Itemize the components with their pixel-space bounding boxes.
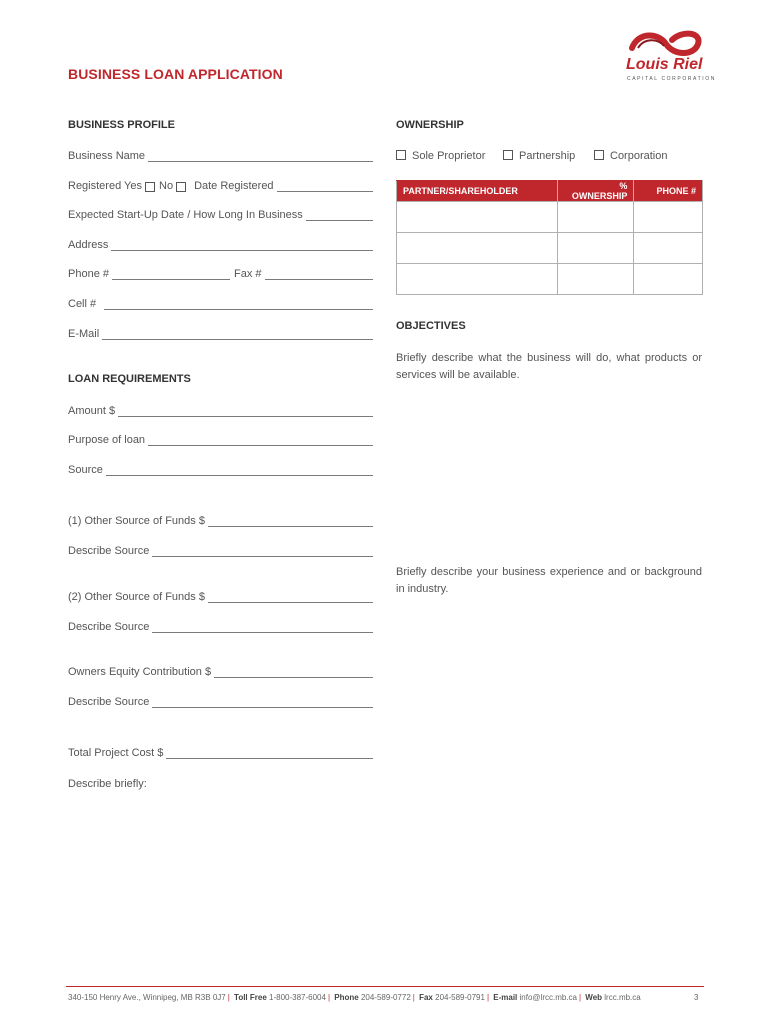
- phone-cell[interactable]: [634, 233, 703, 264]
- footer-fax: 204-589-0791: [435, 993, 485, 1002]
- purpose-field[interactable]: [68, 434, 373, 446]
- fax-label: Fax #: [233, 268, 262, 280]
- footer-phone: 204-589-0772: [360, 993, 411, 1002]
- sole-proprietor-checkbox[interactable]: [396, 150, 406, 160]
- email-label: E-Mail: [68, 328, 100, 340]
- partnership-checkbox[interactable]: [503, 150, 513, 160]
- registered-yes-label: Registered Yes: [68, 180, 142, 192]
- phone-fax-field[interactable]: [68, 268, 373, 280]
- corporation-checkbox[interactable]: [594, 150, 604, 160]
- footer-contact: 340-150 Henry Ave., Winnipeg, MB R3B 0J7 | Toll Free 1-800-387-6004 | Phone 204-589-0772 | Fax 204-589-0791 | E-mail info@lrcc.mb.ca | Web lrcc.mb.ca: [68, 993, 641, 1002]
- total-project-cost-field[interactable]: [68, 747, 373, 759]
- ownership-cell[interactable]: [558, 264, 634, 295]
- footer-web-label: Web: [585, 993, 603, 1002]
- table-row: [397, 233, 703, 264]
- ownership-cell[interactable]: [558, 233, 634, 264]
- purpose-label: Purpose of loan: [68, 434, 146, 446]
- describe-source-3-label: Describe Source: [68, 696, 150, 708]
- business-name-label: Business Name: [68, 150, 146, 162]
- partners-table: [396, 180, 703, 295]
- ownership-option-partnership[interactable]: [503, 150, 575, 162]
- owners-equity-label: Owners Equity Contribution $: [68, 666, 212, 678]
- logo-name: Louis Riel: [626, 56, 703, 73]
- corporation-label: Corporation: [610, 150, 668, 162]
- partner-shareholder-header: PARTNER/SHAREHOLDER: [397, 181, 558, 202]
- ownership-cell[interactable]: [558, 202, 634, 233]
- business-name-field[interactable]: [68, 150, 373, 162]
- partner-cell[interactable]: [397, 233, 558, 264]
- partners-table-header: [397, 181, 703, 202]
- table-row: [397, 264, 703, 295]
- percent-ownership-header: % OWNERSHIP: [558, 181, 634, 202]
- objectives-prompt-experience: Briefly describe your business experience and or background in industry.: [396, 566, 702, 595]
- page-number: 3: [694, 993, 699, 1002]
- louis-riel-logo: [624, 28, 716, 86]
- phone-header: PHONE #: [634, 181, 703, 202]
- phone-cell[interactable]: [634, 202, 703, 233]
- address-label: Address: [68, 239, 109, 251]
- footer-phone-label: Phone: [334, 993, 359, 1002]
- other-source-1-label: (1) Other Source of Funds $: [68, 515, 205, 527]
- expected-start-label: Expected Start-Up Date / How Long In Business: [68, 209, 303, 221]
- footer-toll-free: 1-800-387-6004: [269, 993, 326, 1002]
- amount-label: Amount $: [68, 405, 116, 417]
- sole-proprietor-label: Sole Proprietor: [412, 150, 486, 162]
- ownership-heading: OWNERSHIP: [396, 119, 464, 131]
- cell-label: Cell #: [68, 298, 97, 310]
- footer-email-label: E-mail: [493, 993, 518, 1002]
- business-profile-heading: BUSINESS PROFILE: [68, 119, 175, 131]
- other-source-2-label: (2) Other Source of Funds $: [68, 591, 205, 603]
- partner-cell[interactable]: [397, 202, 558, 233]
- registered-field[interactable]: [68, 180, 373, 192]
- partnership-label: Partnership: [519, 150, 576, 162]
- registered-yes-checkbox[interactable]: [145, 182, 155, 192]
- owners-equity-field[interactable]: [68, 666, 373, 678]
- source-label: Source: [68, 464, 103, 476]
- amount-field[interactable]: [68, 405, 373, 417]
- other-source-1-field[interactable]: [68, 515, 373, 527]
- describe-source-3-field[interactable]: [68, 696, 373, 708]
- other-source-2-field[interactable]: [68, 591, 373, 603]
- footer-web-link[interactable]: lrcc.mb.ca: [604, 993, 641, 1002]
- cell-field[interactable]: [68, 298, 373, 310]
- registered-no-checkbox[interactable]: [176, 182, 186, 192]
- table-row: [397, 202, 703, 233]
- ownership-option-corporation[interactable]: [594, 150, 667, 162]
- address-field[interactable]: [68, 239, 373, 251]
- expected-start-field[interactable]: [68, 209, 373, 221]
- date-registered-label: Date Registered: [194, 180, 274, 192]
- footer-email-link[interactable]: info@lrcc.mb.ca: [519, 993, 577, 1002]
- logo-subtitle: CAPITAL CORPORATION: [627, 76, 716, 82]
- ownership-option-sole-proprietor[interactable]: [396, 150, 485, 162]
- total-project-cost-label: Total Project Cost $: [68, 747, 164, 759]
- describe-source-2-field[interactable]: [68, 621, 373, 633]
- phone-cell[interactable]: [634, 264, 703, 295]
- email-field[interactable]: [68, 328, 373, 340]
- footer-address: 340-150 Henry Ave., Winnipeg, MB R3B 0J7: [68, 993, 226, 1002]
- describe-source-2-label: Describe Source: [68, 621, 150, 633]
- footer-divider: [66, 986, 704, 987]
- page-title: BUSINESS LOAN APPLICATION: [68, 66, 283, 82]
- objectives-heading: OBJECTIVES: [396, 320, 466, 332]
- describe-source-1-label: Describe Source: [68, 545, 150, 557]
- footer-toll-free-label: Toll Free: [234, 993, 267, 1002]
- partner-cell[interactable]: [397, 264, 558, 295]
- describe-source-1-field[interactable]: [68, 545, 373, 557]
- footer-fax-label: Fax: [419, 993, 433, 1002]
- registered-no-label: No: [159, 180, 174, 192]
- phone-label: Phone #: [68, 268, 109, 280]
- loan-requirements-heading: LOAN REQUIREMENTS: [68, 373, 191, 385]
- objectives-prompt-business: Briefly describe what the business will do, what products or services will be available.: [396, 352, 702, 381]
- describe-briefly-label: Describe briefly:: [68, 778, 147, 790]
- source-field[interactable]: [68, 464, 373, 476]
